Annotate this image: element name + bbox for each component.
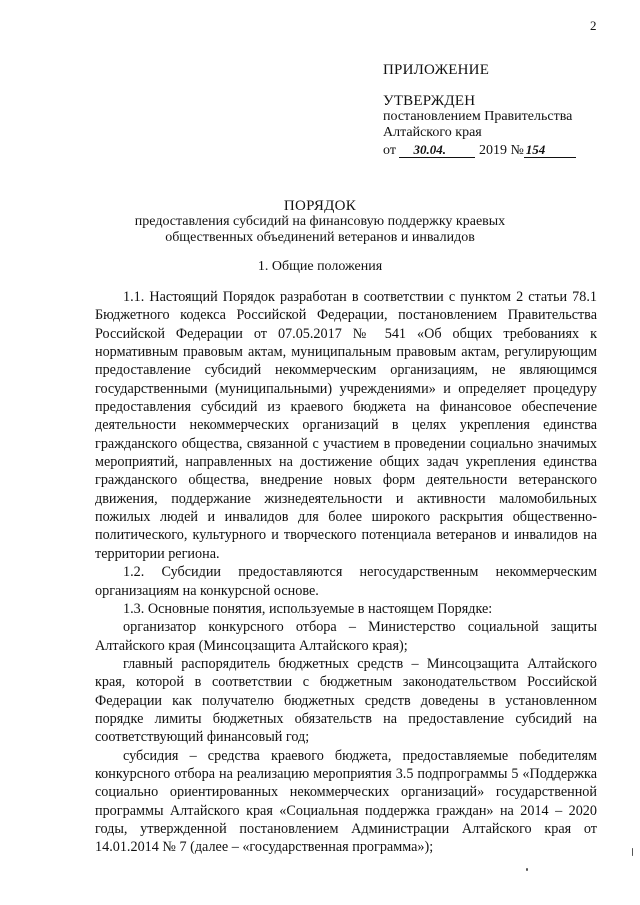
number-sign: № bbox=[510, 143, 524, 158]
approval-block bbox=[383, 62, 623, 161]
approved-by-line-1: постановлением Правительства bbox=[383, 109, 573, 124]
approval-date-line bbox=[383, 141, 623, 161]
approval-year: 2019 bbox=[478, 143, 507, 158]
scan-speck bbox=[526, 868, 528, 871]
date-prefix: от bbox=[383, 143, 396, 158]
page-number: 2 bbox=[590, 18, 597, 33]
document-number: 154 bbox=[524, 143, 576, 158]
document-body bbox=[95, 288, 597, 857]
document-subtitle-line-2: общественных объединений ветеранов и инвалидов bbox=[165, 230, 475, 245]
paragraph-1-3: 1.3. Основные понятия, используемые в настоящем Порядке: bbox=[123, 600, 493, 617]
date-value: 30.04. bbox=[399, 143, 475, 158]
definition-budget-manager: главный распорядитель бюджетных средств – Минсоцзащита Алтайского края, которой в соответствии с бюджетным законодательством Российской Федерации как получателю бюджетных средств доведены в установленном порядке лимиты бюджетных обязательств на предоставление субсидий на соответствующий финансовый год; bbox=[95, 655, 597, 746]
document-title: ПОРЯДОК bbox=[283, 198, 357, 214]
paragraph-1-2: 1.2. Субсидии предоставляются негосударственным некоммерческим организациям на конкурсной основе. bbox=[95, 564, 597, 599]
definition-organizer: организатор конкурсного отбора – Министерство социальной защиты Алтайского края (Минсоцзащита Алтайского края); bbox=[95, 619, 597, 654]
document-title-block bbox=[40, 198, 600, 246]
appendix-label: ПРИЛОЖЕНИЕ bbox=[383, 62, 490, 78]
paragraph-1-1: 1.1. Настоящий Порядок разработан в соответствии с пунктом 2 статьи 78.1 Бюджетного кодекса Российской Федерации, постановлением Правительства Российской Федерации от 07.05.2017 № 541 «Об общих требованиях к нормативным правовым актам, муниципальным правовым актам, регулирующим предоставление субсидий некоммерческим организациям, не являющимся государственными (муниципальными) учреждениями» и определяет процедуру предоставления субсидий из краевого бюджета на финансовое обеспечение деятельности некоммерческих организаций в целях укрепления единства гражданского общества, связанной с участием в проведении социально значимых мероприятий, направленных на достижение общих задач укрепления единства гражданского общества, внедрение новых форм деятельности ветеранского движения, поддержание жизнедеятельности и активности маломобильных пожилых людей и инвалидов для более широкого раскрытия общественно-политического, культурного и творческого потенциала ветеранов и инвалидов на территории региона. bbox=[95, 289, 597, 562]
approved-label: УТВЕРЖДЕН bbox=[383, 93, 476, 109]
approved-by-line-2: Алтайского края bbox=[383, 125, 482, 140]
scan-speck bbox=[632, 848, 633, 856]
section-heading: 1. Общие положения bbox=[257, 259, 383, 274]
definition-subsidy: субсидия – средства краевого бюджета, предоставляемые победителям конкурсного отбора на реализацию мероприятия 3.5 подпрограммы 5 «Поддержка социально ориентированных некоммерческих организаций» государственной программы Алтайского края «Социальная поддержка граждан» на 2014 – 2020 годы, утвержденной постановлением Администрации Алтайского края от 14.01.2014 № 7 (далее – «государственная программа»); bbox=[95, 747, 597, 856]
document-subtitle-line-1: предоставления субсидий на финансовую поддержку краевых bbox=[134, 214, 506, 229]
